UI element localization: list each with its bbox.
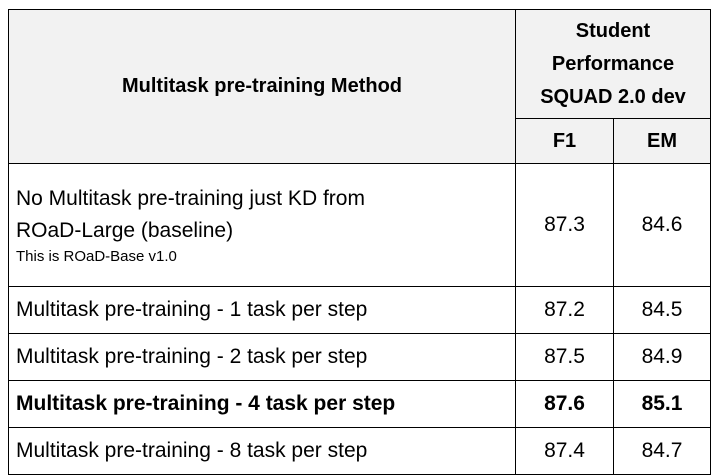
results-table xyxy=(8,9,711,475)
em-cell: 85.1 xyxy=(614,381,711,428)
header-row xyxy=(9,10,711,119)
em-column-header: EM xyxy=(614,119,711,164)
method-note: This is ROaD-Base v1.0 xyxy=(16,248,177,265)
f1-cell: 87.5 xyxy=(516,334,614,381)
f1-cell: 87.6 xyxy=(516,381,614,428)
em-cell: 84.7 xyxy=(614,428,711,475)
method-cell xyxy=(9,164,516,287)
student-performance-header xyxy=(516,10,711,119)
table-row xyxy=(9,334,711,381)
method-cell: Multitask pre-training - 2 task per step xyxy=(9,334,516,381)
method-cell: Multitask pre-training - 1 task per step xyxy=(9,287,516,334)
method-line: ROaD-Large (baseline) xyxy=(16,219,234,242)
em-cell: 84.5 xyxy=(614,287,711,334)
table-row-best xyxy=(9,381,711,428)
method-column-header: Multitask pre-training Method xyxy=(9,10,516,164)
f1-column-header: F1 xyxy=(516,119,614,164)
method-cell: Multitask pre-training - 4 task per step xyxy=(9,381,516,428)
em-cell: 84.9 xyxy=(614,334,711,381)
method-line: No Multitask pre-training just KD from xyxy=(16,187,365,210)
table-row xyxy=(9,287,711,334)
table-row xyxy=(9,164,711,287)
student-header-line: Performance xyxy=(551,52,675,75)
table-row xyxy=(9,428,711,475)
method-cell: Multitask pre-training - 8 task per step xyxy=(9,428,516,475)
em-cell: 84.6 xyxy=(614,164,711,287)
f1-cell: 87.3 xyxy=(516,164,614,287)
f1-cell: 87.2 xyxy=(516,287,614,334)
student-header-line: Student xyxy=(575,19,651,42)
f1-cell: 87.4 xyxy=(516,428,614,475)
student-header-line: SQUAD 2.0 dev xyxy=(540,85,686,108)
